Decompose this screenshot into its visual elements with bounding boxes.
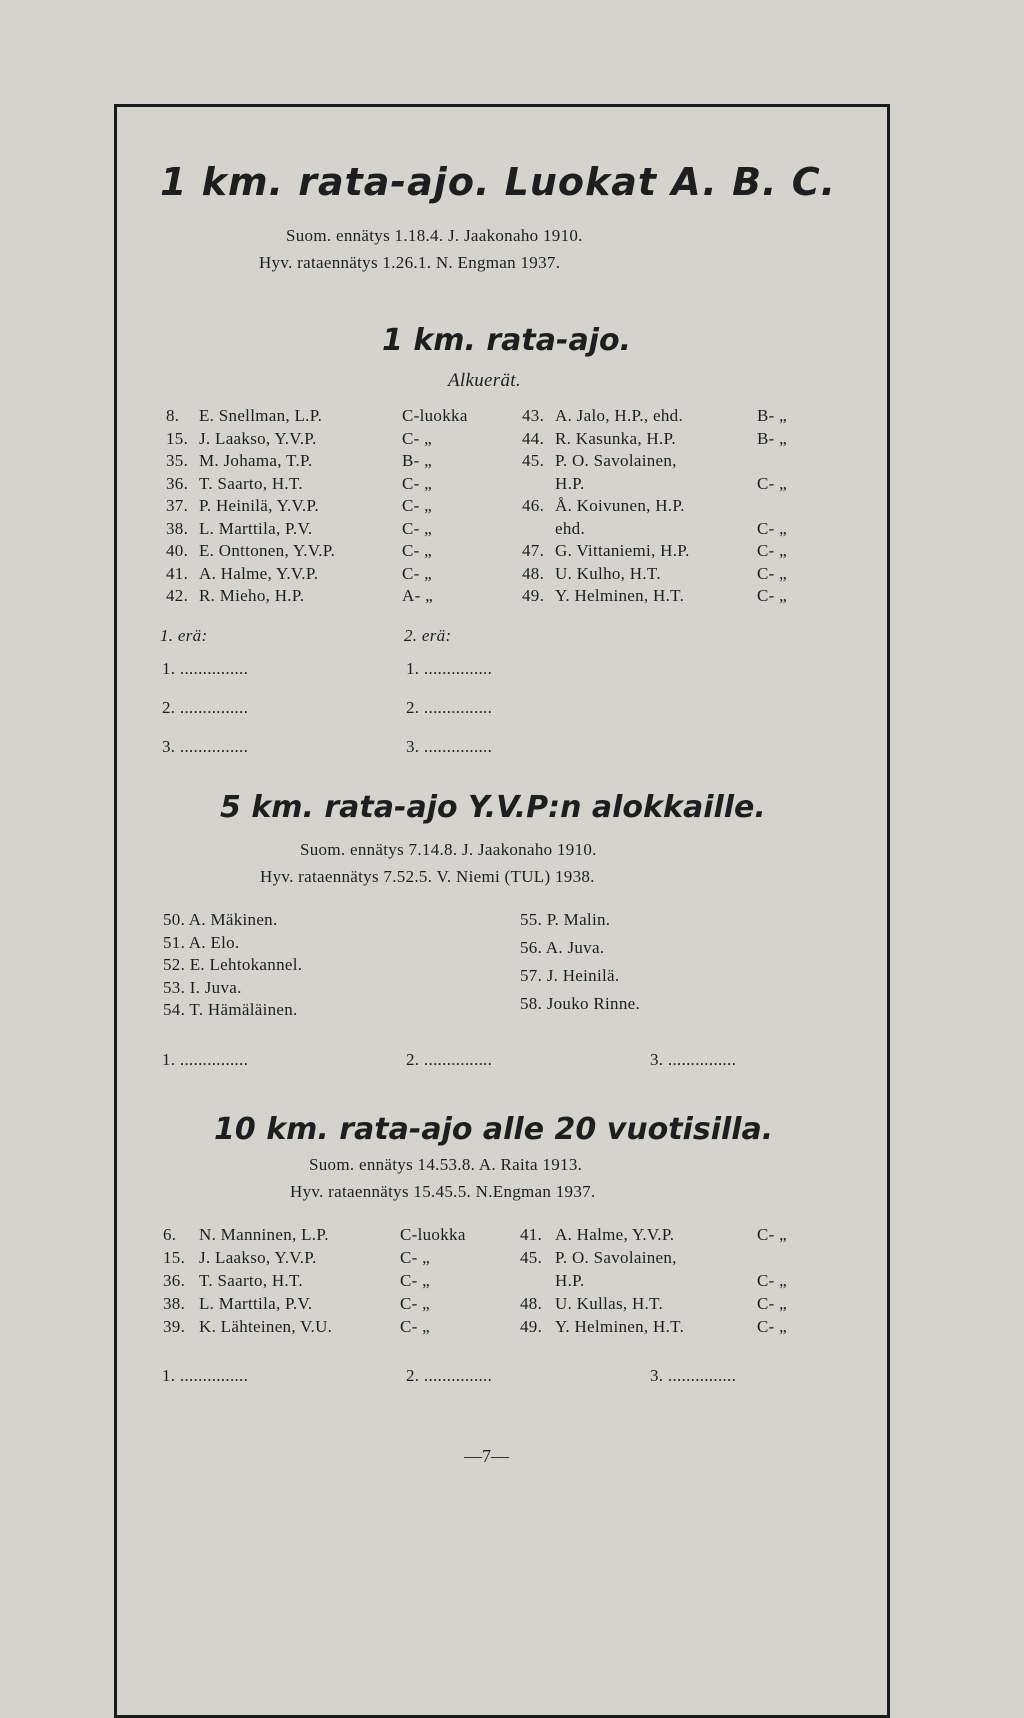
- entry-name: P. O. Savolainen,: [555, 1248, 677, 1267]
- entry-name: N. Manninen, L.P.: [199, 1225, 329, 1244]
- heat-2-label: 2. erä:: [404, 626, 452, 645]
- section-2-title: 5 km. rata-ajo Y.V.P:n alokkaille.: [220, 790, 766, 825]
- section-3-place-2: 2. ...............: [406, 1366, 493, 1385]
- entry-name: Y. Helminen, H.T.: [555, 1317, 685, 1336]
- entry-name: U. Kulho, H.T.: [555, 563, 661, 583]
- entry-name: T. Saarto, H.T.: [199, 1271, 303, 1290]
- entry-class: C- „: [402, 428, 432, 448]
- entry-number: 49.: [520, 1317, 543, 1336]
- entry-number: 36.: [163, 1271, 186, 1290]
- entry-number: 40.: [166, 541, 189, 560]
- entry-name: G. Vittaniemi, H.P.: [555, 541, 690, 560]
- entry-class: C- „: [402, 518, 432, 538]
- entry-class: C- „: [402, 473, 432, 493]
- heat-2-place-2: 2. ...............: [406, 698, 493, 717]
- entry-class: B- „: [757, 406, 787, 425]
- entry-name: A. Jalo, H.P., ehd.: [555, 406, 684, 425]
- entry-name: Å. Koivunen, H.P.: [555, 496, 685, 515]
- entry-number: 49.: [522, 586, 545, 605]
- entry-class: C-luokka: [400, 1225, 466, 1244]
- section-3-place-3: 3. ...............: [650, 1366, 737, 1385]
- entry-name: E. Snellman, L.P.: [199, 406, 323, 425]
- section-1-title: 1 km. rata-ajo. Luokat A. B. C.: [160, 160, 837, 204]
- entry-class: C-luokka: [402, 406, 468, 425]
- heat-1-place-1: 1. ...............: [162, 659, 249, 678]
- page-number: —7—: [464, 1446, 509, 1466]
- entry: 50. A. Mäkinen.: [163, 910, 278, 929]
- heat-1-place-3: 3. ...............: [162, 737, 249, 756]
- entry-number: 41.: [166, 563, 189, 583]
- entry-name: Y. Helminen, H.T.: [555, 586, 685, 605]
- entry: 57. J. Heinilä.: [520, 966, 620, 985]
- entry-class: C- „: [757, 1317, 787, 1336]
- entry-name: J. Laakso, Y.V.P.: [199, 428, 317, 448]
- entry-class: C- „: [402, 496, 432, 515]
- entry-class: C- „: [402, 541, 432, 560]
- entry-name: L. Marttila, P.V.: [199, 1294, 313, 1313]
- section-1-subtitle: 1 km. rata-ajo.: [382, 323, 631, 358]
- section-2-place-3: 3. ...............: [650, 1050, 737, 1069]
- entry-name: H.P.: [555, 1271, 585, 1290]
- section-2-place-2: 2. ...............: [406, 1050, 493, 1069]
- entry-name: A. Halme, Y.V.P.: [199, 563, 319, 583]
- section-1-record-fi: Suom. ennätys 1.18.4. J. Jaakonaho 1910.: [286, 226, 583, 245]
- entry-name: P. Heinilä, Y.V.P.: [199, 496, 319, 515]
- entry-class: C- „: [757, 586, 787, 605]
- entry-name: H.P.: [555, 473, 585, 493]
- heat-1-label: 1. erä:: [160, 626, 208, 645]
- section-2-record-fi: Suom. ennätys 7.14.8. J. Jaakonaho 1910.: [300, 840, 597, 859]
- entry-number: 37.: [166, 496, 189, 515]
- entry-class: C- „: [757, 1225, 787, 1244]
- entry-name: M. Johama, T.P.: [199, 451, 313, 470]
- entry-number: 43.: [522, 406, 545, 425]
- entry: 52. E. Lehtokannel.: [163, 955, 303, 974]
- entry-number: 38.: [166, 518, 189, 538]
- entry: 51. A. Elo.: [163, 932, 240, 952]
- entry-class: A- „: [402, 586, 433, 605]
- heat-2-place-1: 1. ...............: [406, 659, 493, 678]
- section-1-record-track: Hyv. rataennätys 1.26.1. N. Engman 1937.: [259, 253, 561, 272]
- entry-class: C- „: [400, 1248, 430, 1267]
- entry-class: C- „: [757, 1294, 787, 1313]
- entry-class: C- „: [757, 473, 787, 493]
- entry-class: C- „: [757, 563, 787, 583]
- entry-name: L. Marttila, P.V.: [199, 518, 313, 538]
- entry-number: 45.: [522, 451, 545, 470]
- section-3-record-fi: Suom. ennätys 14.53.8. A. Raita 1913.: [309, 1155, 583, 1174]
- entry-class: B- „: [757, 428, 787, 448]
- entry-class: C- „: [757, 518, 787, 538]
- entry-name: E. Onttonen, Y.V.P.: [199, 541, 336, 560]
- section-3-title: 10 km. rata-ajo alle 20 vuotisilla.: [214, 1112, 774, 1147]
- entry-number: 38.: [163, 1294, 186, 1313]
- section-2-record-track: Hyv. rataennätys 7.52.5. V. Niemi (TUL) 1938.: [260, 867, 595, 886]
- heats-heading: Alkuerät.: [448, 370, 521, 391]
- entry: 53. I. Juva.: [163, 977, 242, 997]
- entry-number: 47.: [522, 541, 545, 560]
- entry-name: P. O. Savolainen,: [555, 451, 677, 470]
- entry-number: 35.: [166, 451, 189, 470]
- entry-name: R. Kasunka, H.P.: [555, 428, 676, 448]
- entry: 55. P. Malin.: [520, 910, 611, 929]
- section-3-record-track: Hyv. rataennätys 15.45.5. N.Engman 1937.: [290, 1182, 596, 1201]
- entry-class: C- „: [400, 1271, 430, 1290]
- entry-number: 15.: [163, 1248, 186, 1267]
- entry-name: ehd.: [555, 518, 585, 538]
- entry-class: C- „: [757, 541, 787, 560]
- entry-number: 36.: [166, 473, 189, 493]
- entry-number: 48.: [520, 1294, 543, 1313]
- entry-number: 8.: [166, 406, 180, 425]
- entry: 58. Jouko Rinne.: [520, 994, 641, 1013]
- entry-number: 39.: [163, 1317, 186, 1336]
- entry-number: 45.: [520, 1248, 543, 1267]
- entry: 56. A. Juva.: [520, 938, 605, 957]
- entry-number: 48.: [522, 563, 545, 583]
- entry-name: T. Saarto, H.T.: [199, 473, 303, 493]
- entry-class: C- „: [402, 563, 432, 583]
- heat-2-place-3: 3. ...............: [406, 737, 493, 756]
- entry-number: 42.: [166, 586, 189, 605]
- entry: 54. T. Hämäläinen.: [163, 1000, 298, 1019]
- entry-class: B- „: [402, 451, 432, 470]
- entry-class: C- „: [400, 1317, 430, 1336]
- entry-number: 46.: [522, 496, 545, 515]
- entry-name: U. Kullas, H.T.: [555, 1294, 664, 1313]
- entry-number: 15.: [166, 428, 189, 448]
- entry-class: C- „: [400, 1294, 430, 1313]
- section-2-place-1: 1. ...............: [162, 1050, 249, 1069]
- entry-name: K. Lähteinen, V.U.: [199, 1317, 333, 1336]
- entry-number: 6.: [163, 1225, 177, 1244]
- entry-name: R. Mieho, H.P.: [199, 586, 305, 605]
- section-3-place-1: 1. ...............: [162, 1366, 249, 1385]
- entry-number: 41.: [520, 1225, 543, 1244]
- entry-class: C- „: [757, 1271, 787, 1290]
- entry-name: J. Laakso, Y.V.P.: [199, 1248, 317, 1267]
- entry-number: 44.: [522, 428, 545, 448]
- heat-1-place-2: 2. ...............: [162, 698, 249, 717]
- entry-name: A. Halme, Y.V.P.: [555, 1225, 675, 1244]
